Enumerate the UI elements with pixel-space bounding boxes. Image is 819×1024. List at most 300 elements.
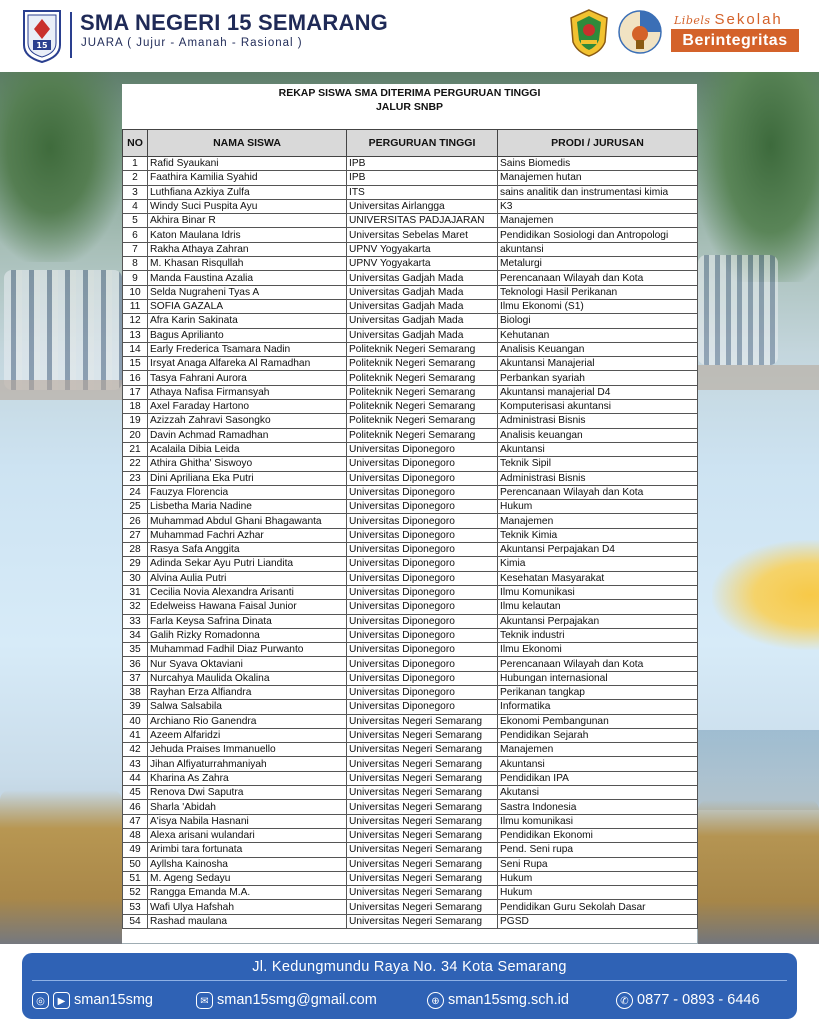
phone-text: 0877 - 0893 - 6446 — [637, 992, 760, 1008]
svg-text:15: 15 — [36, 41, 48, 50]
cell-no: 29 — [123, 557, 148, 571]
ground-right — [698, 365, 819, 390]
table-row — [123, 285, 698, 299]
cell-university: Universitas Diponegoro — [347, 471, 498, 485]
cell-no: 47 — [123, 814, 148, 828]
column-header-no: NO — [123, 130, 148, 157]
cell-student-name: Lisbetha Maria Nadine — [148, 500, 347, 514]
cell-student-name: Luthfiana Azkiya Zulfa — [148, 185, 347, 199]
table-row — [123, 628, 698, 642]
cell-no: 53 — [123, 900, 148, 914]
table-header-row — [123, 130, 698, 157]
table-row — [123, 171, 698, 185]
cell-no: 26 — [123, 514, 148, 528]
cell-major: Manajemen — [498, 514, 698, 528]
cell-no: 51 — [123, 871, 148, 885]
cell-major: sains analitik dan instrumentasi kimia — [498, 185, 698, 199]
cell-major: Ekonomi Pembangunan — [498, 714, 698, 728]
cell-no: 2 — [123, 171, 148, 185]
cell-student-name: Azizzah Zahravi Sasongko — [148, 414, 347, 428]
table-row — [123, 685, 698, 699]
cell-no: 44 — [123, 771, 148, 785]
integrity-emblem — [618, 10, 662, 54]
cell-university: Universitas Negeri Semarang — [347, 728, 498, 742]
table-row — [123, 600, 698, 614]
cell-student-name: Faathira Kamilia Syahid — [148, 171, 347, 185]
cell-no: 23 — [123, 471, 148, 485]
cell-major: Seni Rupa — [498, 857, 698, 871]
table-row — [123, 371, 698, 385]
brand-prefix: Libels — [674, 14, 711, 27]
cell-major: Hukum — [498, 886, 698, 900]
table-row — [123, 871, 698, 885]
cell-no: 35 — [123, 643, 148, 657]
table-row — [123, 528, 698, 542]
cell-university: Politeknik Negeri Semarang — [347, 428, 498, 442]
header-divider — [70, 12, 72, 58]
social-handle-text: sman15smg — [74, 992, 153, 1008]
table-row — [123, 299, 698, 313]
table-row — [123, 657, 698, 671]
cell-no: 24 — [123, 485, 148, 499]
cell-no: 25 — [123, 500, 148, 514]
cell-university: Universitas Diponegoro — [347, 485, 498, 499]
column-header-major: PRODI / JURUSAN — [498, 130, 698, 157]
cell-university: Universitas Diponegoro — [347, 671, 498, 685]
table-row — [123, 900, 698, 914]
cell-student-name: Dini Apriliana Eka Putri — [148, 471, 347, 485]
youtube-icon[interactable]: ▶ — [53, 992, 70, 1009]
cell-no: 1 — [123, 157, 148, 171]
cell-major: Perbankan syariah — [498, 371, 698, 385]
cell-no: 8 — [123, 257, 148, 271]
cell-no: 42 — [123, 743, 148, 757]
cell-student-name: Galih Rizky Romadonna — [148, 628, 347, 642]
cell-student-name: Bagus Aprilianto — [148, 328, 347, 342]
table-row — [123, 728, 698, 742]
cell-university: Universitas Sebelas Maret — [347, 228, 498, 242]
table-row — [123, 857, 698, 871]
cell-major: Perencanaan Wilayah dan Kota — [498, 657, 698, 671]
table-row — [123, 414, 698, 428]
cell-university: Universitas Negeri Semarang — [347, 743, 498, 757]
cell-university: Universitas Negeri Semarang — [347, 814, 498, 828]
cell-university: Universitas Diponegoro — [347, 557, 498, 571]
cell-university: Universitas Gadjah Mada — [347, 328, 498, 342]
cell-student-name: Katon Maulana Idris — [148, 228, 347, 242]
cell-no: 52 — [123, 886, 148, 900]
cell-major: Hubungan internasional — [498, 671, 698, 685]
table-row — [123, 228, 698, 242]
cell-student-name: Muhammad Fadhil Diaz Purwanto — [148, 643, 347, 657]
cell-student-name: Rayhan Erza Alfiandra — [148, 685, 347, 699]
cell-major: Administrasi Bisnis — [498, 471, 698, 485]
cell-university: Universitas Diponegoro — [347, 514, 498, 528]
table-row — [123, 671, 698, 685]
cell-university: Universitas Diponegoro — [347, 685, 498, 699]
cell-student-name: Sharla 'Abidah — [148, 800, 347, 814]
table-row — [123, 757, 698, 771]
table-row — [123, 157, 698, 171]
cell-no: 3 — [123, 185, 148, 199]
cell-student-name: Nur Syava Oktaviani — [148, 657, 347, 671]
cell-university: Universitas Diponegoro — [347, 700, 498, 714]
cell-university: Universitas Diponegoro — [347, 628, 498, 642]
cell-student-name: Akhira Binar R — [148, 214, 347, 228]
table-row — [123, 428, 698, 442]
school-email[interactable] — [196, 990, 377, 1010]
cell-major: Administrasi Bisnis — [498, 414, 698, 428]
cell-student-name: M. Khasan Risqullah — [148, 257, 347, 271]
cell-university: Politeknik Negeri Semarang — [347, 371, 498, 385]
table-row — [123, 385, 698, 399]
cell-university: Universitas Negeri Semarang — [347, 800, 498, 814]
table-row — [123, 271, 698, 285]
cell-major: Sastra Indonesia — [498, 800, 698, 814]
cell-student-name: Azeem Alfaridzi — [148, 728, 347, 742]
cell-student-name: M. Ageng Sedayu — [148, 871, 347, 885]
table-row — [123, 357, 698, 371]
cell-student-name: Edelweiss Hawana Faisal Junior — [148, 600, 347, 614]
document-subtitle: JALUR SNBP — [375, 101, 444, 113]
cell-no: 5 — [123, 214, 148, 228]
cell-no: 7 — [123, 242, 148, 256]
cell-no: 33 — [123, 614, 148, 628]
cell-major: Pendidikan Sejarah — [498, 728, 698, 742]
cell-no: 15 — [123, 357, 148, 371]
cell-student-name: Jihan Alfiyaturrahmaniyah — [148, 757, 347, 771]
cell-student-name: Rasya Safa Anggita — [148, 543, 347, 557]
cell-major: Teknologi Hasil Perikanan — [498, 285, 698, 299]
recap-document — [122, 84, 697, 943]
table-row — [123, 800, 698, 814]
cell-university: Universitas Negeri Semarang — [347, 886, 498, 900]
table-row — [123, 571, 698, 585]
cell-student-name: Fauzya Florencia — [148, 485, 347, 499]
cell-no: 30 — [123, 571, 148, 585]
school-motto: JUARA ( Jujur - Amanah - Rasional ) — [81, 37, 303, 49]
cell-no: 4 — [123, 199, 148, 213]
cell-major: Ilmu Ekonomi (S1) — [498, 299, 698, 313]
cell-major: Pendidikan Guru Sekolah Dasar — [498, 900, 698, 914]
cell-student-name: Wafi Ulya Hafshah — [148, 900, 347, 914]
table-row — [123, 442, 698, 456]
cell-major: Ilmu kelautan — [498, 600, 698, 614]
footer — [22, 953, 797, 1019]
cell-no: 6 — [123, 228, 148, 242]
teachers-group-right — [698, 800, 819, 945]
cell-major: Teknik Sipil — [498, 457, 698, 471]
cell-student-name: Rakha Athaya Zahran — [148, 242, 347, 256]
cell-major: Manajemen — [498, 743, 698, 757]
cell-major: Hukum — [498, 500, 698, 514]
cell-student-name: Rangga Emanda M.A. — [148, 886, 347, 900]
cell-student-name: Adinda Sekar Ayu Putri Liandita — [148, 557, 347, 571]
email-icon: ✉ — [196, 992, 213, 1009]
cell-no: 22 — [123, 457, 148, 471]
table-row — [123, 485, 698, 499]
table-row — [123, 342, 698, 356]
cell-university: Politeknik Negeri Semarang — [347, 385, 498, 399]
table-row — [123, 543, 698, 557]
cell-no: 12 — [123, 314, 148, 328]
table-row — [123, 743, 698, 757]
brand-sekolah-text: Sekolah — [714, 11, 783, 28]
cell-no: 43 — [123, 757, 148, 771]
cell-major: Biologi — [498, 314, 698, 328]
table-row — [123, 500, 698, 514]
cell-university: UNIVERSITAS PADJAJARAN — [347, 214, 498, 228]
table-row — [123, 557, 698, 571]
cell-major: Pendidikan Ekonomi — [498, 828, 698, 842]
footer-divider — [32, 980, 787, 981]
cell-university: Politeknik Negeri Semarang — [347, 414, 498, 428]
cell-university: Universitas Negeri Semarang — [347, 828, 498, 842]
table-row — [123, 585, 698, 599]
cell-student-name: Muhammad Fachri Azhar — [148, 528, 347, 542]
central-java-emblem — [567, 8, 611, 58]
cell-university: Universitas Diponegoro — [347, 500, 498, 514]
cell-major: Pendidikan Sosiologi dan Antropologi — [498, 228, 698, 242]
instagram-icon[interactable]: ◎ — [32, 992, 49, 1009]
cell-university: Politeknik Negeri Semarang — [347, 357, 498, 371]
cell-university: Universitas Negeri Semarang — [347, 786, 498, 800]
cell-major: Hukum — [498, 871, 698, 885]
cell-no: 46 — [123, 800, 148, 814]
cell-no: 54 — [123, 914, 148, 928]
cell-student-name: Archiano Rio Ganendra — [148, 714, 347, 728]
trees-right — [698, 72, 819, 282]
table-row — [123, 471, 698, 485]
trees-left — [0, 72, 125, 262]
cell-university: Universitas Negeri Semarang — [347, 714, 498, 728]
brand-sekolah — [674, 11, 783, 28]
cell-student-name: Alexa arisani wulandari — [148, 828, 347, 842]
cell-major: Ilmu Ekonomi — [498, 643, 698, 657]
table-row — [123, 828, 698, 842]
teachers-group-left — [0, 790, 122, 945]
table-row — [123, 614, 698, 628]
web-icon: ⊕ — [427, 992, 444, 1009]
cell-major: Akuntansi Manajerial — [498, 357, 698, 371]
cell-no: 19 — [123, 414, 148, 428]
cell-university: Universitas Diponegoro — [347, 571, 498, 585]
social-handle[interactable] — [32, 990, 153, 1010]
cell-student-name: Ayllsha Kainosha — [148, 857, 347, 871]
cell-university: Politeknik Negeri Semarang — [347, 342, 498, 356]
cell-major: Analisis Keuangan — [498, 342, 698, 356]
cell-university: Universitas Gadjah Mada — [347, 271, 498, 285]
cell-no: 45 — [123, 786, 148, 800]
cell-student-name: Nurcahya Maulida Okalina — [148, 671, 347, 685]
cell-major: Komputerisasi akuntansi — [498, 400, 698, 414]
cell-student-name: Athaya Nafisa Firmansyah — [148, 385, 347, 399]
table-row — [123, 214, 698, 228]
cell-major: K3 — [498, 199, 698, 213]
table-row — [123, 771, 698, 785]
cell-student-name: Alvina Aulia Putri — [148, 571, 347, 585]
cell-student-name: Kharina As Zahra — [148, 771, 347, 785]
cell-student-name: Cecilia Novia Alexandra Arisanti — [148, 585, 347, 599]
cell-no: 16 — [123, 371, 148, 385]
table-row — [123, 257, 698, 271]
cell-no: 34 — [123, 628, 148, 642]
cell-no: 38 — [123, 685, 148, 699]
cell-no: 27 — [123, 528, 148, 542]
cell-student-name: Renova Dwi Saputra — [148, 786, 347, 800]
cell-no: 13 — [123, 328, 148, 342]
table-row — [123, 314, 698, 328]
cell-no: 39 — [123, 700, 148, 714]
table-row — [123, 185, 698, 199]
cell-university: Universitas Negeri Semarang — [347, 843, 498, 857]
cell-university: Universitas Airlangga — [347, 199, 498, 213]
table-row — [123, 814, 698, 828]
cell-major: Manajemen — [498, 214, 698, 228]
cell-no: 41 — [123, 728, 148, 742]
table-row — [123, 886, 698, 900]
cell-no: 9 — [123, 271, 148, 285]
cell-major: Akuntansi Perpajakan — [498, 614, 698, 628]
cell-student-name: Afra Karin Sakinata — [148, 314, 347, 328]
table-row — [123, 514, 698, 528]
cell-student-name: Farla Keysa Safrina Dinata — [148, 614, 347, 628]
cell-major: Ilmu komunikasi — [498, 814, 698, 828]
table-row — [123, 700, 698, 714]
cell-no: 28 — [123, 543, 148, 557]
cell-no: 20 — [123, 428, 148, 442]
school-logo — [22, 9, 62, 63]
cell-major: Perikanan tangkap — [498, 685, 698, 699]
cell-major: Perencanaan Wilayah dan Kota — [498, 271, 698, 285]
whatsapp-icon: ✆ — [616, 992, 633, 1009]
cell-no: 49 — [123, 843, 148, 857]
table-row — [123, 199, 698, 213]
column-header-university: PERGURUAN TINGGI — [347, 130, 498, 157]
cell-no: 21 — [123, 442, 148, 456]
cell-university: Universitas Diponegoro — [347, 442, 498, 456]
header — [0, 0, 819, 72]
cell-student-name: Axel Faraday Hartono — [148, 400, 347, 414]
cell-university: Universitas Negeri Semarang — [347, 771, 498, 785]
website-text: sman15smg.sch.id — [448, 992, 569, 1008]
cell-no: 50 — [123, 857, 148, 871]
table-row — [123, 643, 698, 657]
table-row — [123, 457, 698, 471]
cell-student-name: Salwa Salsabila — [148, 700, 347, 714]
cell-major: Sains Biomedis — [498, 157, 698, 171]
cell-no: 36 — [123, 657, 148, 671]
cell-student-name: Windy Suci Puspita Ayu — [148, 199, 347, 213]
document-title: REKAP SISWA SMA DITERIMA PERGURUAN TINGGI — [278, 87, 541, 99]
cell-university: Universitas Negeri Semarang — [347, 914, 498, 928]
cell-no: 10 — [123, 285, 148, 299]
cell-major: Akutansi — [498, 786, 698, 800]
cell-major: akuntansi — [498, 242, 698, 256]
cell-major: Teknik industri — [498, 628, 698, 642]
students-group-right — [698, 255, 778, 365]
cell-university: Universitas Diponegoro — [347, 543, 498, 557]
ground-left — [0, 380, 122, 400]
cell-university: Universitas Diponegoro — [347, 457, 498, 471]
cell-student-name: Rafid Syaukani — [148, 157, 347, 171]
email-text: sman15smg@gmail.com — [217, 992, 377, 1008]
cell-major: Akuntansi — [498, 442, 698, 456]
cell-major: Kehutanan — [498, 328, 698, 342]
cell-university: Universitas Diponegoro — [347, 643, 498, 657]
cell-student-name: Acalaila Dibia Leida — [148, 442, 347, 456]
cell-no: 14 — [123, 342, 148, 356]
cell-no: 31 — [123, 585, 148, 599]
column-header-name: NAMA SISWA — [148, 130, 347, 157]
cell-university: Universitas Diponegoro — [347, 657, 498, 671]
cell-student-name: Early Frederica Tsamara Nadin — [148, 342, 347, 356]
cell-student-name: Jehuda Praises Immanuello — [148, 743, 347, 757]
cell-no: 11 — [123, 299, 148, 313]
cell-major: Akuntansi — [498, 757, 698, 771]
cell-student-name: SOFIA GAZALA — [148, 299, 347, 313]
cell-student-name: A'isya Nabila Hasnani — [148, 814, 347, 828]
cell-student-name: Athira Ghitha' Siswoyo — [148, 457, 347, 471]
cell-university: Universitas Diponegoro — [347, 585, 498, 599]
cell-major: Kesehatan Masyarakat — [498, 571, 698, 585]
cell-student-name: Irsyat Anaga Alfareka Al Ramadhan — [148, 357, 347, 371]
table-row — [123, 914, 698, 928]
school-website[interactable] — [427, 990, 569, 1010]
cell-major: Pendidikan IPA — [498, 771, 698, 785]
cell-no: 48 — [123, 828, 148, 842]
brand-berintegritas: Berintegritas — [671, 29, 799, 52]
cell-university: ITS — [347, 185, 498, 199]
cell-university: Universitas Negeri Semarang — [347, 871, 498, 885]
cell-major: Manajemen hutan — [498, 171, 698, 185]
cell-major: Akuntansi manajerial D4 — [498, 385, 698, 399]
cell-university: Politeknik Negeri Semarang — [347, 400, 498, 414]
table-row — [123, 242, 698, 256]
cell-university: Universitas Diponegoro — [347, 600, 498, 614]
cell-no: 40 — [123, 714, 148, 728]
cell-student-name: Rashad maulana — [148, 914, 347, 928]
table-row — [123, 714, 698, 728]
cell-major: Kimia — [498, 557, 698, 571]
cell-university: UPNV Yogyakarta — [347, 242, 498, 256]
cell-student-name: Davin Achmad Ramadhan — [148, 428, 347, 442]
cell-no: 37 — [123, 671, 148, 685]
table-body — [123, 157, 698, 929]
cell-student-name: Tasya Fahrani Aurora — [148, 371, 347, 385]
cell-university: Universitas Diponegoro — [347, 614, 498, 628]
cell-major: Perencanaan Wilayah dan Kota — [498, 485, 698, 499]
school-phone[interactable] — [616, 990, 760, 1010]
cell-university: Universitas Negeri Semarang — [347, 857, 498, 871]
students-table — [122, 129, 698, 929]
cell-major: Teknik Kimia — [498, 528, 698, 542]
cell-major: Akuntansi Perpajakan D4 — [498, 543, 698, 557]
cell-student-name: Selda Nugraheni Tyas A — [148, 285, 347, 299]
cell-university: Universitas Negeri Semarang — [347, 900, 498, 914]
building-right — [698, 730, 819, 810]
table-row — [123, 328, 698, 342]
cell-university: IPB — [347, 171, 498, 185]
decorative-sun — [712, 540, 819, 650]
school-name: SMA NEGERI 15 SEMARANG — [80, 10, 388, 35]
table-row — [123, 786, 698, 800]
cell-major: Ilmu Komunikasi — [498, 585, 698, 599]
cell-university: Universitas Diponegoro — [347, 528, 498, 542]
cell-university: Universitas Gadjah Mada — [347, 314, 498, 328]
cell-no: 18 — [123, 400, 148, 414]
cell-university: Universitas Gadjah Mada — [347, 285, 498, 299]
